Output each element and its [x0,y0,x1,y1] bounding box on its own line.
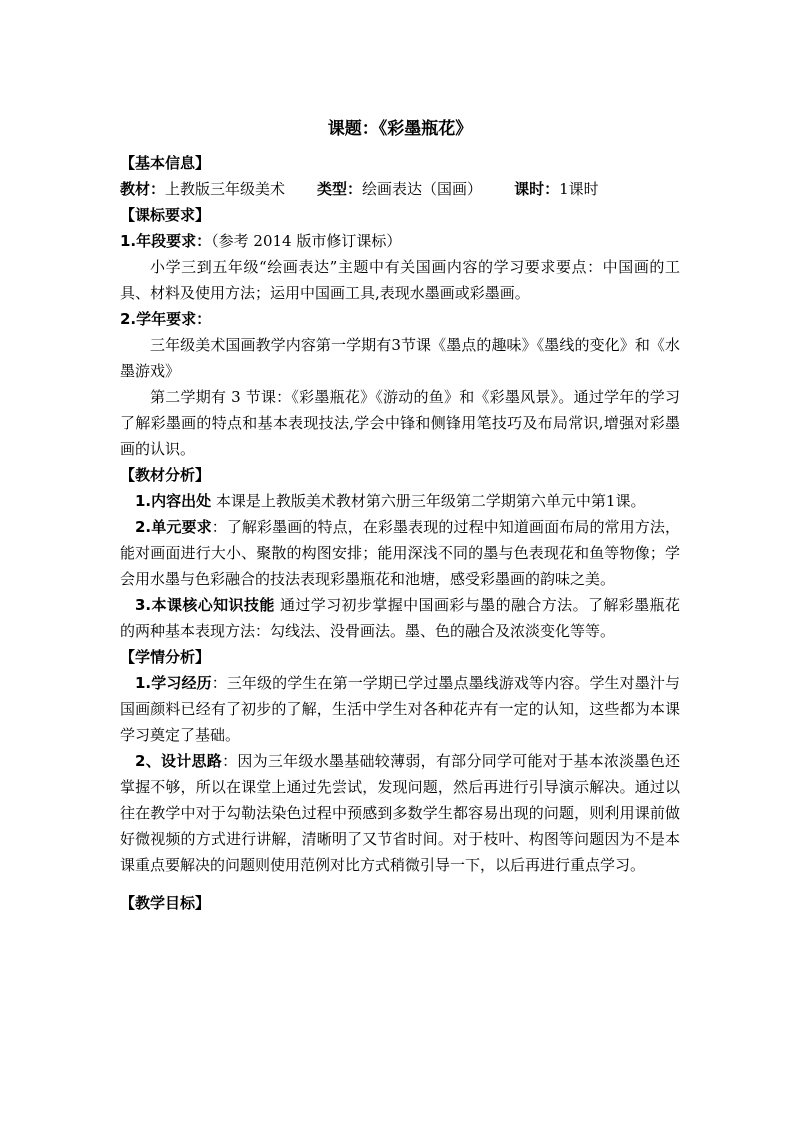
unit-label: 2.单元要求 [135,518,212,536]
learner-experience: 1.学习经历：三年级的学生在第一学期已学过墨点墨线游戏等内容。学生对墨汁与国画颜料已经有了初步的了解，生活中学生对各种花卉有一定的认知，这些都为本课学习奠定了基础。 [120,674,680,744]
grade-text: 小学三到五年级“绘画表达”主题中有关国画内容的学习要求要点：中国画的工具、材料及使用方法；运用中国画工具,表现水墨画或彩墨画。 [120,258,680,302]
spacer [120,878,680,890]
textbook-label: 教材： [120,180,166,198]
learner-design: 2、设计思路：因为三年级水墨基础较薄弱，有部分同学可能对于基本浓淡墨色还掌握不够，所以在课堂上通过先尝试，发现问题，然后再进行引导演示解决。通过以往在教学中对于勾勒法染色过程中预感到多数学生都容易出现的问题，则利用课前做好微视频的方式进行讲解，清晰明了又节省时间。对于枝叶、构图等问题因为不是本课重点要解决的问题则使用范例对比方式稍微引导一下，以后再进行重点学习。 [120,752,680,874]
type-label: 类型： [317,180,363,198]
basic-info-line [120,176,680,202]
grade-requirement-heading [120,228,680,254]
year-text-1: 三年级美术国画教学内容第一学期有3节课《墨点的趣味》《墨线的变化》和《水墨游戏》 [120,336,680,380]
unit-text: 了解彩墨画的特点，在彩墨表现的过程中知道画面布局的常用方法，能对画面进行大小、聚散的构图安排；能用深浅不同的墨与色表现花和鱼等物像；学会用水墨与色彩融合的技法表现彩墨瓶花和池塘，感受彩墨画的韵味之美。 [120,518,680,588]
textbook-info [120,176,285,202]
grade-label: 1.年段要求： [120,232,212,250]
grade-note: （参考 2014 版市修订课标） [211,232,402,250]
year-text-2: 第二学期有 3 节课：《彩墨瓶花》《游动的鱼》和《彩墨风景》。通过学年的学习了解彩墨画的特点和基本表现技法,学会中锋和侧锋用笔技巧及布局常识,增强对彩墨画的认识。 [120,388,680,458]
document-page [120,116,680,916]
experience-text: 三年级的学生在第一学期已学过墨点墨线游戏等内容。学生对墨汁与国画颜料已经有了初步的了解，生活中学生对各种花卉有一定的认知，这些都为本课学习奠定了基础。 [120,674,680,744]
core-text: 通过学习初步掌握中国画彩与墨的融合方法。了解彩墨瓶花的两种基本表现方法：勾线法、没骨画法。墨、色的融合及浓淡变化等等。 [120,596,680,640]
core-label: 3.本课核心知识技能 [135,596,275,614]
section-material-analysis: 【教材分析】 [120,466,211,484]
experience-label: 1.学习经历 [135,674,212,692]
material-unit: 2.单元要求：了解彩墨画的特点，在彩墨表现的过程中知道画面布局的常用方法，能对画面进行大小、聚散的构图安排；能用深浅不同的墨与色表现花和鱼等物像；学会用水墨与色彩融合的技法表现彩墨瓶花和池塘，感受彩墨画的韵味之美。 [120,518,680,588]
hours-value: 1课时 [559,180,599,198]
section-basic-info: 【基本信息】 [120,154,211,172]
design-text: 因为三年级水墨基础较薄弱，有部分同学可能对于基本浓淡墨色还掌握不够，所以在课堂上通过先尝试，发现问题，然后再进行引导演示解决。通过以往在教学中对于勾勒法染色过程中预感到多数学生都容易出现的问题，则利用课前做好微视频的方式进行讲解，清晰明了又节省时间。对于枝叶、构图等问题因为不是本课重点要解决的问题则使用范例对比方式稍微引导一下，以后再进行重点学习。 [120,752,680,874]
document-title: 课题：《彩墨瓶花》 [327,119,473,139]
hours-label: 课时： [514,180,560,198]
source-label: 1.内容出处 [135,492,212,510]
section-learner-analysis: 【学情分析】 [120,648,211,666]
source-text: 本课是上教版美术教材第六册三年级第二学期第六单元中第1课。 [215,492,646,510]
section-curriculum: 【课标要求】 [120,206,211,224]
hours-info [514,176,599,202]
year-label: 2.学年要求： [120,310,212,328]
textbook-value: 上教版三年级美术 [165,180,286,198]
type-value: 绘画表达（国画） [362,180,483,198]
material-source [120,488,680,514]
material-core [120,592,680,644]
type-info [317,176,482,202]
design-label: 2、设计思路 [135,752,223,770]
section-objectives: 【教学目标】 [120,894,211,912]
